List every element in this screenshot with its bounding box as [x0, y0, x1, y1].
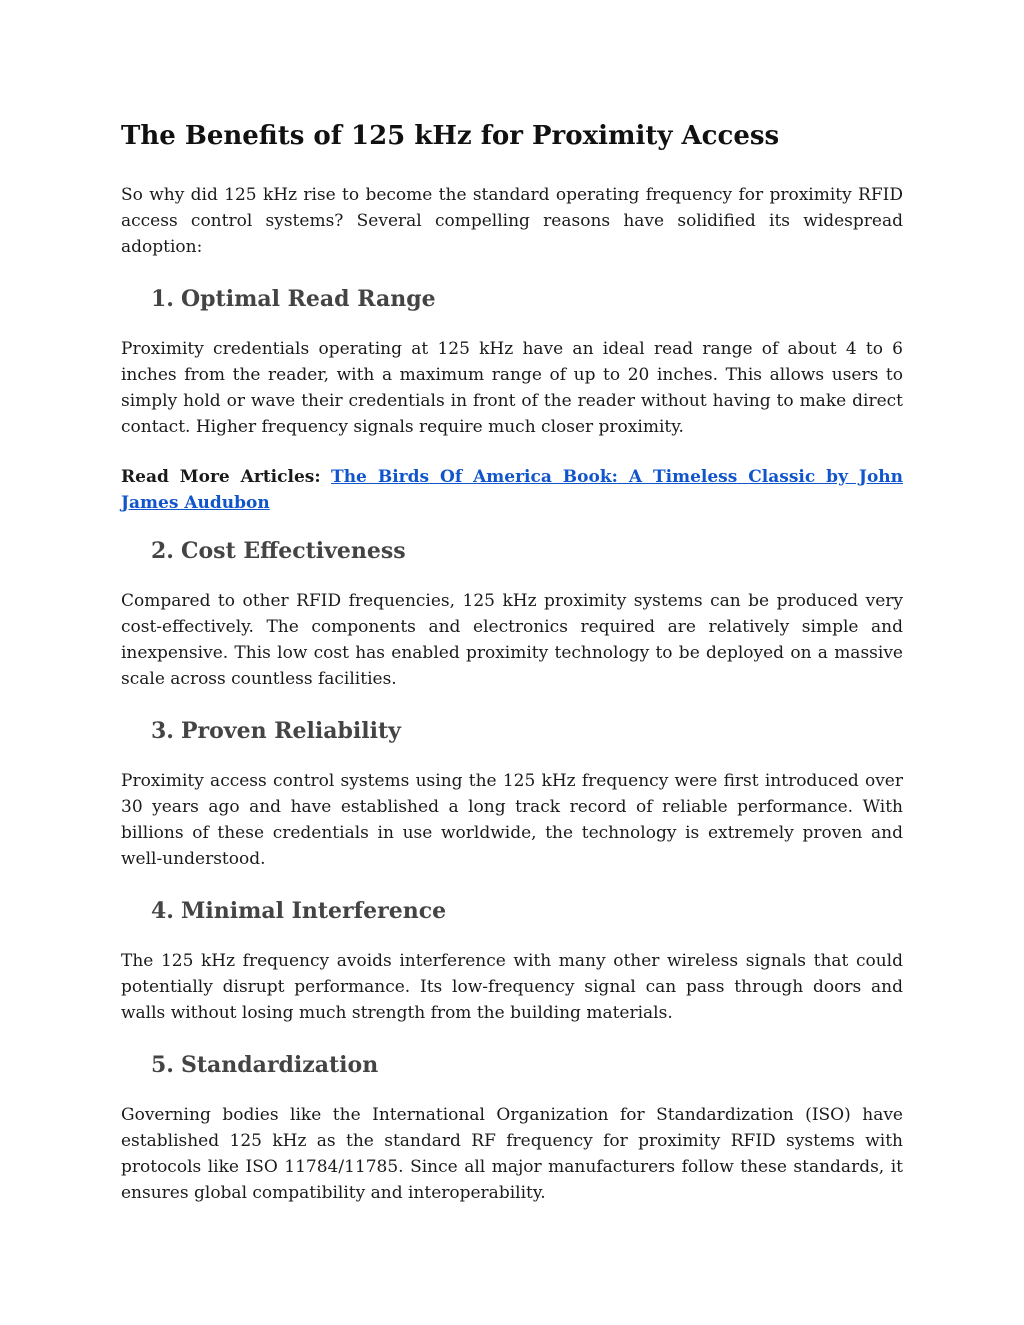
section-body-3: Proximity access control systems using the 125 kHz frequency were first introduced over 30 years ago and have established a long track record of reliable performance. With billions of these credentials in use worldwide, the technology is extremely proven and well-understood. [121, 771, 903, 869]
section-heading-2 [121, 536, 903, 566]
section-number: 4. [151, 898, 174, 924]
section-title: Proven Reliability [181, 718, 401, 744]
section-heading-4 [121, 896, 903, 926]
section-body-5: Governing bodies like the International Organization for Standardization (ISO) have established 125 kHz as the standard RF frequency for proximity RFID systems with protocols like ISO 11784/11785. Since all major manufacturers follow these standards, it ensures global compatibility and interoperability. [121, 1105, 903, 1203]
section-heading-5 [121, 1050, 903, 1080]
read-more-link[interactable]: The Birds Of America Book: A Timeless Classic by John James Audubon [121, 467, 903, 513]
section-heading-3 [121, 716, 903, 746]
page-title: The Benefits of 125 kHz for Proximity Access [121, 121, 780, 151]
read-more-line [121, 464, 903, 516]
intro-paragraph: So why did 125 kHz rise to become the standard operating frequency for proximity RFID access control systems? Several compelling reasons have solidified its widespread adoption: [121, 185, 903, 257]
section-title: Minimal Interference [181, 898, 447, 924]
section-body-1: Proximity credentials operating at 125 kHz have an ideal read range of about 4 to 6 inches from the reader, with a maximum range of up to 20 inches. This allows users to simply hold or wave their credentials in front of the reader without having to make direct contact. Higher frequency signals require much closer proximity. [121, 339, 903, 437]
section-heading-1 [121, 284, 903, 314]
read-more-label: Read More Articles: [121, 467, 321, 487]
section-number: 1. [151, 286, 174, 312]
section-body-2: Compared to other RFID frequencies, 125 kHz proximity systems can be produced very cost-effectively. The components and electronics required are relatively simple and inexpensive. This low cost has enabled proximity technology to be deployed on a massive scale across countless facilities. [121, 591, 903, 689]
section-number: 5. [151, 1052, 174, 1078]
section-number: 3. [151, 718, 174, 744]
section-title: Optimal Read Range [181, 286, 436, 312]
section-title: Standardization [181, 1052, 379, 1078]
section-body-4: The 125 kHz frequency avoids interference with many other wireless signals that could potentially disrupt performance. Its low-frequency signal can pass through doors and walls without losing much strength from the building materials. [121, 951, 903, 1023]
document-page [121, 118, 903, 1230]
section-number: 2. [151, 538, 174, 564]
section-title: Cost Effectiveness [181, 538, 406, 564]
